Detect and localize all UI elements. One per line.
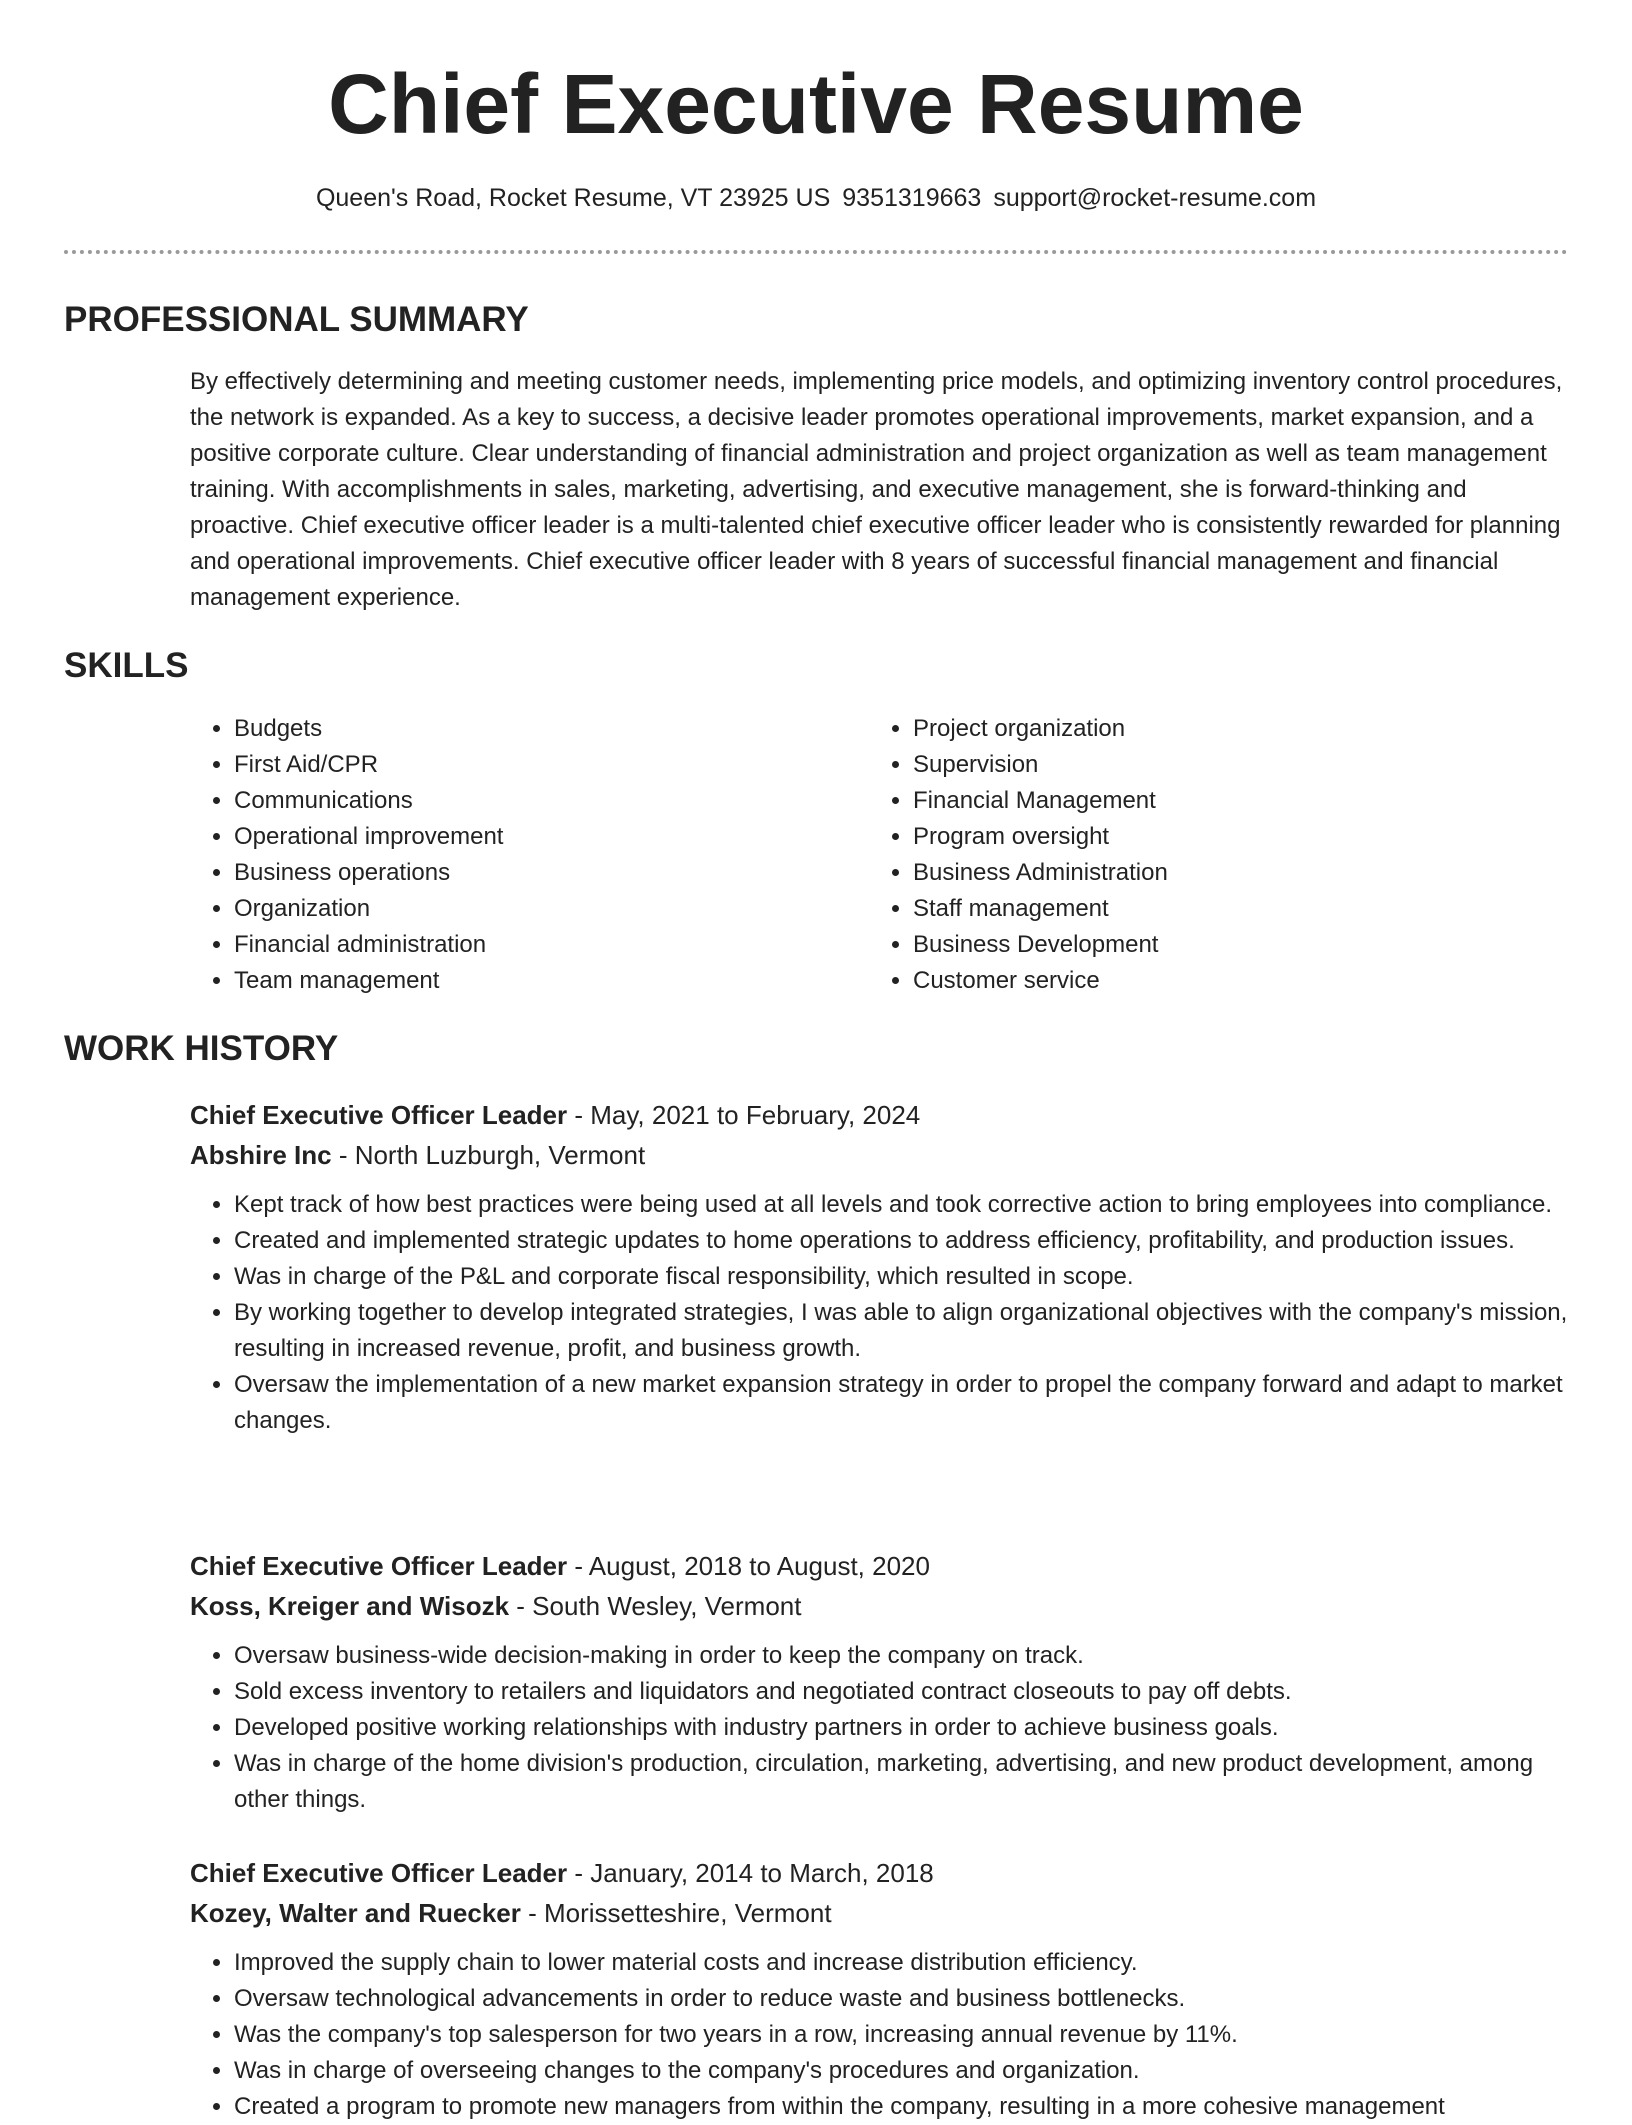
skill-item: • Project organization (913, 711, 1529, 747)
job-entry (190, 1853, 1570, 2125)
job-bullets (190, 1945, 1570, 2125)
job-company-line (190, 1586, 1570, 1626)
contact-address: Queen's Road, Rocket Resume, VT 23925 US (315, 184, 831, 212)
skill-item: • Budgets (234, 711, 830, 747)
skill-item: • Organization (234, 891, 830, 927)
skill-item: • Financial administration (234, 927, 830, 963)
job-bullet: • Improved the supply chain to lower material costs and increase distribution efficiency. (234, 1945, 1570, 1981)
job-bullet: • Created and implemented strategic updates to home operations to address efficiency, profitability, and production issues. (234, 1223, 1570, 1259)
skill-item: • Business operations (234, 855, 830, 891)
job-bullet: • Kept track of how best practices were being used at all levels and took corrective action to bring employees into compliance. (234, 1187, 1570, 1223)
skill-item: • Team management (234, 963, 830, 999)
job-bullet: • By working together to develop integrated strategies, I was able to align organizational objectives with the company's mission, resulting in increased revenue, profit, and business growth. (234, 1295, 1570, 1367)
job-bullets (190, 1638, 1570, 1818)
job-bullet: • Was in charge of the P&L and corporate fiscal responsibility, which resulted in scope. (234, 1259, 1570, 1295)
skill-item: • Operational improvement (234, 819, 830, 855)
skill-item: • First Aid/CPR (234, 747, 830, 783)
job-bullet: • Oversaw technological advancements in order to reduce waste and business bottlenecks. (234, 1981, 1570, 2017)
skill-item: • Business Administration (913, 855, 1529, 891)
job-bullets (190, 1187, 1570, 1439)
skills-column-left (190, 711, 830, 999)
job-role: Chief Executive Officer Leader (190, 1100, 568, 1130)
job-company: Kozey, Walter and Ruecker (190, 1898, 521, 1928)
job-company-line (190, 1135, 1570, 1175)
skill-item: • Communications (234, 783, 830, 819)
job-dates: - January, 2014 to March, 2018 (567, 1858, 934, 1888)
job-bullet: • Oversaw business-wide decision-making in order to keep the company on track. (234, 1638, 1570, 1674)
skills-list-right (869, 711, 1529, 999)
job-dates: - August, 2018 to August, 2020 (567, 1551, 930, 1581)
skill-item: • Program oversight (913, 819, 1529, 855)
skill-item: • Customer service (913, 963, 1529, 999)
job-bullet: • Developed positive working relationships with industry partners in order to achieve business goals. (234, 1710, 1570, 1746)
contact-email: support@rocket-resume.com (993, 184, 1317, 212)
skill-item: • Financial Management (913, 783, 1529, 819)
job-title-line (190, 1853, 1570, 1893)
skill-item: • Business Development (913, 927, 1529, 963)
skills-list-left (190, 711, 830, 999)
contact-phone: 9351319663 (842, 184, 982, 212)
job-dates: - May, 2021 to February, 2024 (567, 1100, 921, 1130)
job-title-line (190, 1095, 1570, 1135)
summary-text: By effectively determining and meeting customer needs, implementing price models, and optimizing inventory control procedures, the network is expanded. As a key to success, a decisive leader promotes operational improvements, market expansion, and a positive corporate culture. Clear understanding of financial administration and project organization as well as team management training. With accomplishments in sales, marketing, advertising, and executive management, she is forward-thinking and proactive. Chief executive officer leader is a multi-talented chief executive officer leader who is consistently rewarded for planning and operational improvements. Chief executive officer leader with 8 years of successful financial management and financial management experience. (190, 368, 1563, 611)
job-role: Chief Executive Officer Leader (190, 1551, 568, 1581)
skills-column-right (869, 711, 1529, 999)
job-location: - North Luzburgh, Vermont (331, 1140, 646, 1170)
job-title-line (190, 1546, 1570, 1586)
job-location: - South Wesley, Vermont (509, 1591, 802, 1621)
job-bullet: • Was the company's top salesperson for two years in a row, increasing annual revenue by 11%. (234, 2017, 1570, 2053)
work-history-heading: WORK HISTORY (64, 1029, 339, 1068)
contact-line (0, 180, 1632, 216)
job-company-line (190, 1893, 1570, 1933)
job-entry (190, 1546, 1570, 1818)
job-bullet: • Was in charge of overseeing changes to the company's procedures and organization. (234, 2053, 1570, 2089)
job-entry (190, 1095, 1570, 1439)
resume-title: Chief Executive Resume (328, 57, 1304, 151)
job-bullet: • Was in charge of the home division's production, circulation, marketing, advertising, and new product development, among other things. (234, 1746, 1570, 1818)
job-bullet: • Oversaw the implementation of a new market expansion strategy in order to propel the company forward and adapt to market changes. (234, 1367, 1570, 1439)
job-bullet: • Sold excess inventory to retailers and liquidators and negotiated contract closeouts to pay off debts. (234, 1674, 1570, 1710)
job-location: - Morissetteshire, Vermont (520, 1898, 832, 1928)
skill-item: • Supervision (913, 747, 1529, 783)
skill-item: • Staff management (913, 891, 1529, 927)
job-company: Koss, Kreiger and Wisozk (190, 1591, 510, 1621)
summary-heading: PROFESSIONAL SUMMARY (64, 300, 529, 339)
job-company: Abshire Inc (190, 1140, 332, 1170)
job-role: Chief Executive Officer Leader (190, 1858, 568, 1888)
header-divider (64, 250, 1568, 254)
skills-heading: SKILLS (64, 646, 189, 685)
job-bullet: • Created a program to promote new managers from within the company, resulting in a more cohesive management (234, 2089, 1570, 2125)
